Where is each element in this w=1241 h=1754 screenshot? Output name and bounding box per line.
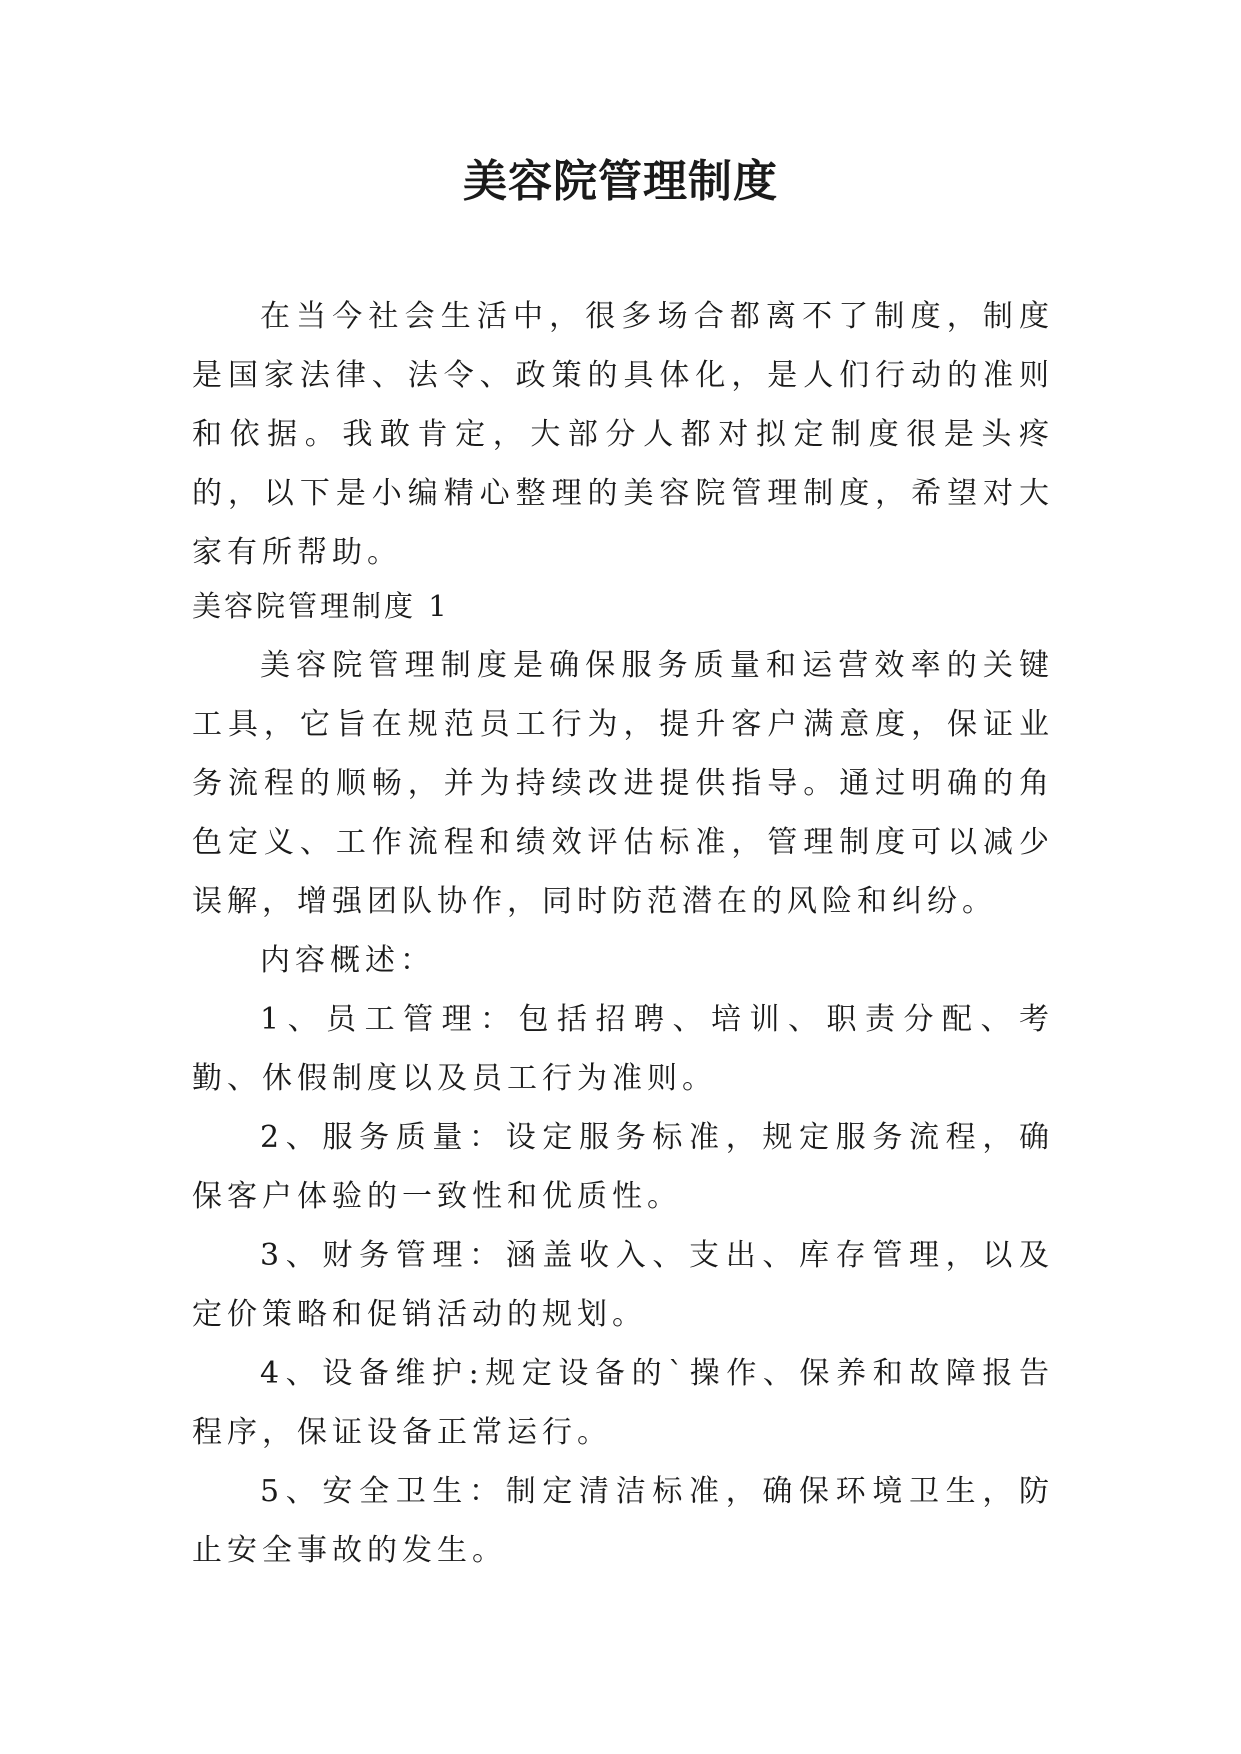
section-heading: 美容院管理制度 1 — [192, 589, 450, 623]
section-paragraph-contents-label: 内容概述： — [260, 943, 435, 978]
list-item-staff-management: 1、员工管理：包括招聘、培训、职责分配、考勤、休假制度以及员工行为准则。 — [192, 1002, 1054, 1096]
list-item-service-quality: 2、服务质量：设定服务标准，规定服务流程，确保客户体验的一致性和优质性。 — [192, 1120, 1054, 1214]
list-item-financial-management: 3、财务管理：涵盖收入、支出、库存管理，以及定价策略和促销活动的规划。 — [192, 1238, 1054, 1332]
section-paragraph-overview: 美容院管理制度是确保服务质量和运营效率的关键工具，它旨在规范员工行为，提升客户满意度，保证业务流程的顺畅，并为持续改进提供指导。通过明确的角色定义、工作流程和绩效评估标准，管理制度可以减少误解，增强团队协作，同时防范潜在的风险和纠纷。 — [192, 648, 1054, 919]
section-body — [192, 636, 1054, 1580]
document-title: 美容院管理制度 — [463, 156, 778, 207]
list-item-equipment-maintenance: 4、设备维护:规定设备的`操作、保养和故障报告程序，保证设备正常运行。 — [192, 1356, 1054, 1450]
list-item-safety-hygiene: 5、安全卫生：制定清洁标准，确保环境卫生，防止安全事故的发生。 — [192, 1474, 1054, 1568]
intro-section — [192, 287, 1054, 582]
intro-paragraph: 在当今社会生活中，很多场合都离不了制度，制度是国家法律、法令、政策的具体化，是人们行动的准则和依据。我敢肯定，大部分人都对拟定制度很是头疼的，以下是小编精心整理的美容院管理制度，希望对大家有所帮助。 — [192, 299, 1054, 570]
